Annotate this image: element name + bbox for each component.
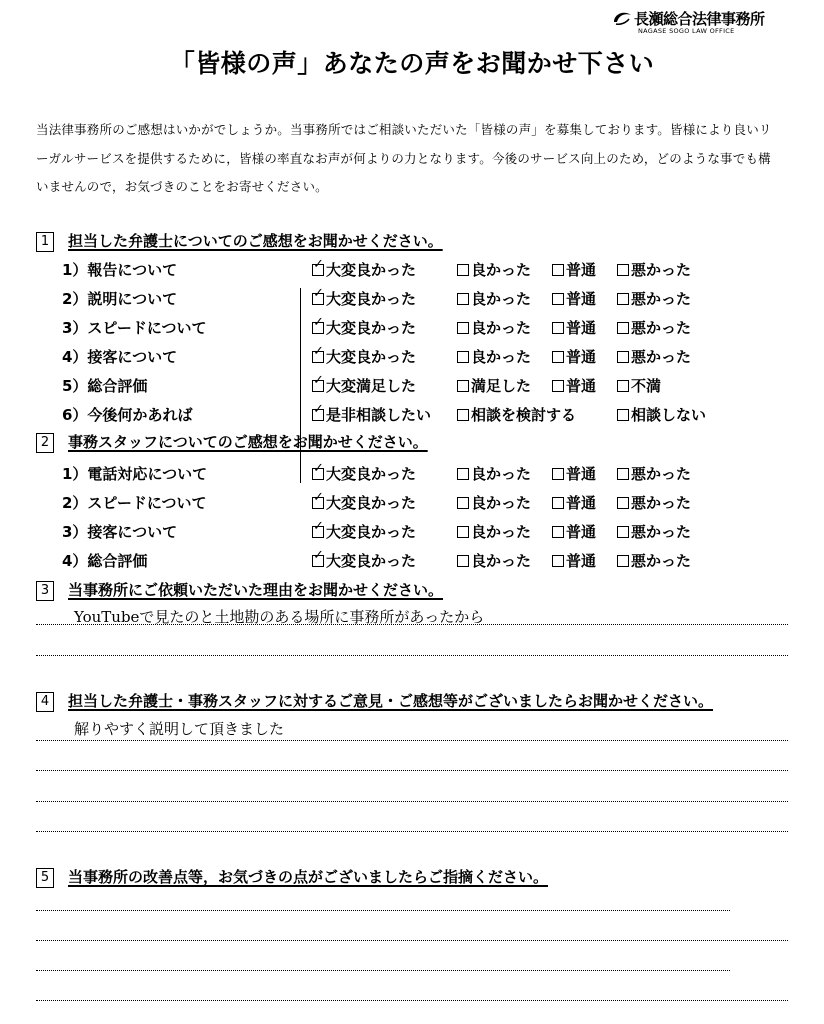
rating-option[interactable] xyxy=(457,492,531,513)
rating-option[interactable] xyxy=(312,463,416,484)
section-title: 当事務所の改善点等，お気づきの点がございましたらご指摘ください。 xyxy=(68,868,549,886)
logo-mark-icon xyxy=(612,10,632,26)
checkbox-icon[interactable] xyxy=(552,264,564,276)
question-label: 5）総合評価 xyxy=(62,377,148,395)
option-label: 普通 xyxy=(566,290,597,308)
section-1-heading xyxy=(36,230,443,252)
option-label: 悪かった xyxy=(631,348,692,366)
section-title: 担当した弁護士についてのご感想をお聞かせください。 xyxy=(68,232,443,250)
checkbox-checked-icon[interactable] xyxy=(312,264,324,276)
answer-line xyxy=(36,940,788,941)
rating-option[interactable] xyxy=(552,375,596,396)
checkbox-icon[interactable] xyxy=(617,380,629,392)
checkbox-icon[interactable] xyxy=(617,351,629,363)
rating-option[interactable] xyxy=(312,346,416,367)
checkbox-icon[interactable] xyxy=(552,526,564,538)
checkbox-icon[interactable] xyxy=(457,409,469,421)
rating-option[interactable] xyxy=(552,463,596,484)
question-label: 2）スピードについて xyxy=(62,494,207,512)
rating-option[interactable] xyxy=(552,492,596,513)
rating-option[interactable] xyxy=(552,346,596,367)
option-label: 良かった xyxy=(471,465,532,483)
rating-option[interactable] xyxy=(552,288,596,309)
option-label: 不満 xyxy=(631,377,662,395)
page-title: 「皆様の声」あなたの声をお聞かせ下さい xyxy=(169,49,655,78)
checkbox-icon[interactable] xyxy=(552,380,564,392)
checkbox-icon[interactable] xyxy=(617,526,629,538)
section-number: 2 xyxy=(36,433,54,453)
checkbox-checked-icon[interactable] xyxy=(312,293,324,305)
rating-option[interactable] xyxy=(617,463,691,484)
rating-option[interactable] xyxy=(617,317,691,338)
section-2-heading xyxy=(36,431,428,453)
question-label: 4）総合評価 xyxy=(62,552,148,570)
answer-line xyxy=(36,1000,788,1001)
rating-option[interactable] xyxy=(617,521,691,542)
answer-line xyxy=(36,770,788,771)
option-label: 悪かった xyxy=(631,261,692,279)
checkbox-icon[interactable] xyxy=(457,468,469,480)
section-3-heading xyxy=(36,579,443,601)
section-title: 当事務所にご依頼いただいた理由をお聞かせください。 xyxy=(68,581,444,599)
rating-option[interactable] xyxy=(457,317,531,338)
rating-option[interactable] xyxy=(312,259,416,280)
question-label: 1）報告について xyxy=(62,261,178,279)
checkbox-icon[interactable] xyxy=(457,322,469,334)
handwritten-answer[interactable]: 解りやすく説明して頂きました xyxy=(74,720,285,738)
checkbox-icon[interactable] xyxy=(457,526,469,538)
option-label: 悪かった xyxy=(631,523,692,541)
rating-option[interactable] xyxy=(312,288,416,309)
section-number: 5 xyxy=(36,868,54,888)
question-label: 4）接客について xyxy=(62,348,178,366)
answer-line xyxy=(36,624,788,625)
rating-option[interactable] xyxy=(312,492,416,513)
rating-option[interactable] xyxy=(457,375,531,396)
rating-option[interactable] xyxy=(457,521,531,542)
option-label: 普通 xyxy=(566,348,597,366)
checkbox-checked-icon[interactable] xyxy=(312,555,324,567)
column-divider xyxy=(300,288,301,483)
option-label: 大変良かった xyxy=(326,348,417,366)
checkbox-icon[interactable] xyxy=(552,351,564,363)
section-title: 担当した弁護士・事務スタッフに対するご意見・ご感想等がございましたらお聞かせください。 xyxy=(68,692,714,710)
answer-line xyxy=(36,801,788,802)
checkbox-icon[interactable] xyxy=(617,264,629,276)
option-label: 大変満足した xyxy=(326,377,417,395)
rating-option[interactable] xyxy=(617,550,691,571)
rating-option[interactable] xyxy=(457,463,531,484)
checkbox-checked-icon[interactable] xyxy=(312,526,324,538)
intro-line-2: ーガルサービスを提供するために，皆様の率直なお声が何よりの力となります。今後のサービス向上のため，どのような事でも構 xyxy=(36,151,771,166)
option-label: 悪かった xyxy=(631,494,692,512)
rating-option[interactable] xyxy=(552,259,596,280)
checkbox-icon[interactable] xyxy=(617,409,629,421)
rating-option[interactable] xyxy=(617,288,691,309)
option-label: 大変良かった xyxy=(326,523,417,541)
option-label: 普通 xyxy=(566,465,597,483)
answer-line xyxy=(36,740,788,741)
checkbox-checked-icon[interactable] xyxy=(312,497,324,509)
section-title: 事務スタッフについてのご感想をお聞かせください。 xyxy=(68,433,428,451)
rating-option[interactable] xyxy=(312,521,416,542)
rating-option[interactable] xyxy=(457,550,531,571)
checkbox-icon[interactable] xyxy=(617,497,629,509)
rating-option[interactable] xyxy=(457,346,531,367)
option-label: 良かった xyxy=(471,494,532,512)
section-number: 3 xyxy=(36,581,54,601)
section-number: 4 xyxy=(36,692,54,712)
rating-option[interactable] xyxy=(552,317,596,338)
rating-option[interactable] xyxy=(552,521,596,542)
rating-option[interactable] xyxy=(312,404,431,425)
checkbox-icon[interactable] xyxy=(552,293,564,305)
option-label: 大変良かった xyxy=(326,494,417,512)
checkbox-checked-icon[interactable] xyxy=(312,468,324,480)
option-label: 大変良かった xyxy=(326,465,417,483)
option-label: 大変良かった xyxy=(326,261,417,279)
handwritten-answer[interactable]: YouTubeで見たのと土地勘のある場所に事務所があったから xyxy=(74,608,485,626)
answer-line xyxy=(36,655,788,656)
rating-option[interactable] xyxy=(312,375,416,396)
checkbox-checked-icon[interactable] xyxy=(312,322,324,334)
option-label: 悪かった xyxy=(631,552,692,570)
checkbox-icon[interactable] xyxy=(457,380,469,392)
checkbox-checked-icon[interactable] xyxy=(312,351,324,363)
option-label: 良かった xyxy=(471,261,532,279)
option-label: 普通 xyxy=(566,552,597,570)
option-label: 普通 xyxy=(566,377,597,395)
checkbox-icon[interactable] xyxy=(552,497,564,509)
option-label: 悪かった xyxy=(631,319,692,337)
logo-name-jp: 長瀬総合法律事務所 xyxy=(634,10,765,28)
section-number: 1 xyxy=(36,232,54,252)
rating-option[interactable] xyxy=(617,259,691,280)
option-label: 相談しない xyxy=(631,406,707,424)
checkbox-icon[interactable] xyxy=(552,322,564,334)
option-label: 良かった xyxy=(471,552,532,570)
answer-line xyxy=(36,910,730,911)
checkbox-icon[interactable] xyxy=(457,264,469,276)
option-label: 普通 xyxy=(566,261,597,279)
answer-line xyxy=(36,970,730,971)
checkbox-checked-icon[interactable] xyxy=(312,380,324,392)
checkbox-icon[interactable] xyxy=(617,555,629,567)
checkbox-icon[interactable] xyxy=(552,555,564,567)
option-label: 満足した xyxy=(471,377,532,395)
option-label: 普通 xyxy=(566,319,597,337)
option-label: 普通 xyxy=(566,523,597,541)
rating-option[interactable] xyxy=(312,317,416,338)
option-label: 良かった xyxy=(471,348,532,366)
rating-option[interactable] xyxy=(457,288,531,309)
question-label: 2）説明について xyxy=(62,290,178,308)
checkbox-icon[interactable] xyxy=(457,293,469,305)
section-4-heading xyxy=(36,690,713,712)
rating-option[interactable] xyxy=(617,492,691,513)
option-label: 良かった xyxy=(471,523,532,541)
checkbox-icon[interactable] xyxy=(457,351,469,363)
intro-line-1: 当法律事務所のご感想はいかがでしょうか。当事務所ではご相談いただいた「皆様の声」を募集しております。皆様により良いリ xyxy=(36,122,772,137)
rating-option[interactable] xyxy=(617,404,706,425)
option-label: 大変良かった xyxy=(326,290,417,308)
rating-option[interactable] xyxy=(617,375,661,396)
rating-option[interactable] xyxy=(617,346,691,367)
option-label: 良かった xyxy=(471,319,532,337)
checkbox-icon[interactable] xyxy=(457,497,469,509)
option-label: 大変良かった xyxy=(326,552,417,570)
section-5-heading xyxy=(36,866,548,888)
option-label: 相談を検討する xyxy=(471,406,577,424)
question-label: 3）スピードについて xyxy=(62,319,207,337)
question-label: 3）接客について xyxy=(62,523,178,541)
checkbox-icon[interactable] xyxy=(617,293,629,305)
question-label: 1）電話対応について xyxy=(62,465,208,483)
rating-option[interactable] xyxy=(457,404,576,425)
logo-name-en: NAGASE SOGO LAW OFFICE xyxy=(638,27,735,35)
question-label: 6）今後何かあれば xyxy=(62,406,193,424)
rating-option[interactable] xyxy=(312,550,416,571)
checkbox-icon[interactable] xyxy=(617,322,629,334)
checkbox-icon[interactable] xyxy=(617,468,629,480)
answer-line xyxy=(36,831,788,832)
intro-line-3: いませんので，お気づきのことをお寄せください。 xyxy=(36,179,328,194)
option-label: 悪かった xyxy=(631,465,692,483)
checkbox-icon[interactable] xyxy=(552,468,564,480)
option-label: 是非相談したい xyxy=(326,406,432,424)
rating-option[interactable] xyxy=(552,550,596,571)
option-label: 悪かった xyxy=(631,290,692,308)
option-label: 普通 xyxy=(566,494,597,512)
checkbox-checked-icon[interactable] xyxy=(312,409,324,421)
checkbox-icon[interactable] xyxy=(457,555,469,567)
option-label: 大変良かった xyxy=(326,319,417,337)
rating-option[interactable] xyxy=(457,259,531,280)
option-label: 良かった xyxy=(471,290,532,308)
